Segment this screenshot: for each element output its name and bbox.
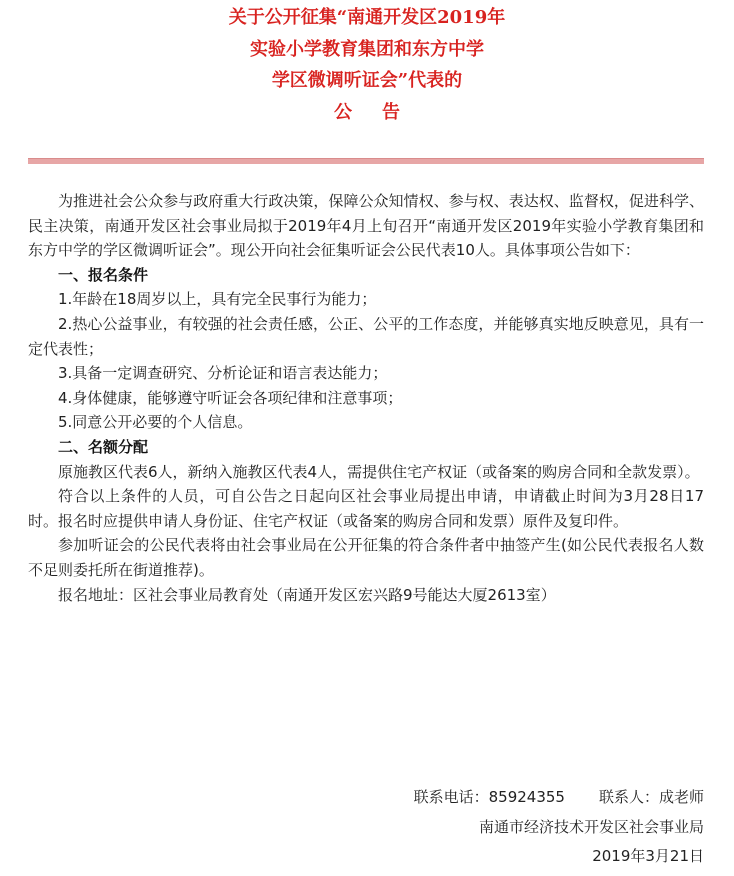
phone-number: 85924355 <box>488 788 565 806</box>
contact-person: 成老师 <box>658 788 704 806</box>
issuing-organization: 南通市经济技术开发区社会事业局 <box>478 818 704 836</box>
title-line-2: 实验小学教育集团和东方中学 <box>250 38 484 60</box>
section-1-heading: 一、报名条件 <box>58 265 149 284</box>
contact-line <box>414 785 704 809</box>
announcement-header <box>0 2 734 128</box>
application-paragraph: 符合以上条件的人员，可自公告之日起向区社会事业局提出申请，申请截止时间为3月28日17时。报名时应提供申请人身份证、住宅产权证（或备案的购房合同和发票）原件及复印件。 <box>28 487 704 530</box>
condition-item-4: 4.身体健康，能够遵守听证会各项纪律和注意事项； <box>58 388 403 407</box>
notice-title: 公告 <box>334 101 430 123</box>
issue-date: 2019年3月21日 <box>592 847 704 865</box>
condition-item-5: 5.同意公开必要的个人信息。 <box>58 413 253 432</box>
address-paragraph: 报名地址：区社会事业局教育处（南通开发区宏兴路9号能达大厦2613室） <box>58 585 556 604</box>
announcement-body <box>28 189 704 607</box>
condition-item-1: 1.年龄在18周岁以上，具有完全民事行为能力； <box>58 290 377 309</box>
contact-label: 联系人： <box>598 788 659 806</box>
quota-paragraph: 原施教区代表6人，新纳入施教区代表4人，需提供住宅产权证（或备案的购房合同和全款发票）。 <box>58 462 700 481</box>
title-line-1: 关于公开征集“南通开发区2019年 <box>228 7 506 28</box>
condition-item-2: 2.热心公益事业，有较强的社会责任感，公正、公平的工作态度，并能够真实地反映意见，具有一定代表性； <box>28 314 704 358</box>
header-divider <box>28 158 704 164</box>
phone-label: 联系电话： <box>413 788 489 806</box>
title-line-3: 学区微调听证会”代表的 <box>271 70 463 91</box>
selection-paragraph: 参加听证会的公民代表将由社会事业局在公开征集的符合条件者中抽签产生(如公民代表报名人数不足则委托所在街道推荐)。 <box>28 536 704 579</box>
condition-item-3: 3.具备一定调查研究、分析论证和语言表达能力； <box>58 364 388 383</box>
intro-paragraph: 为推进社会公众参与政府重大行政决策，保障公众知情权、参与权、表达权、监督权，促进科学、民主决策，南通开发区社会事业局拟于2019年4月上旬召开“南通开发区2019年实验小学教育集团和东方中学的学区微调听证会”。现公开向社会征集听证会公民代表10人。具体事项公告如下： <box>28 192 704 260</box>
section-2-heading: 二、名额分配 <box>58 437 149 456</box>
